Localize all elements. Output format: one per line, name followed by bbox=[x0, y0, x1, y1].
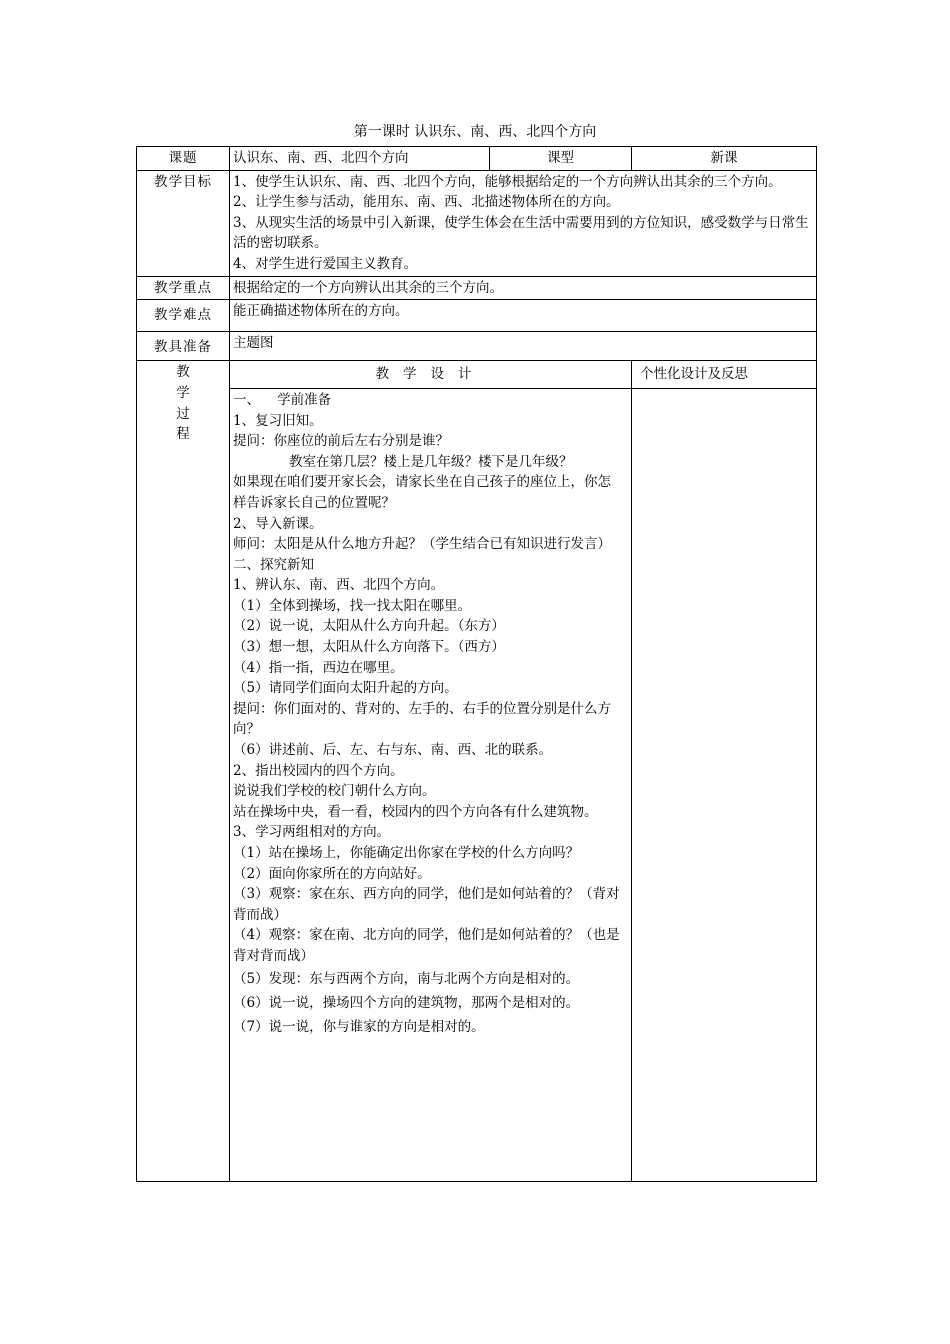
topic-label: 课题 bbox=[137, 147, 230, 171]
reflection-content bbox=[632, 388, 817, 1181]
difficulty-value: 能正确描述物体所在的方向。 bbox=[230, 300, 817, 332]
materials-label: 教具准备 bbox=[137, 331, 230, 361]
goal-line: 3、从现实生活的场景中引入新课，使学生体会在生活中需要用到的方位知识，感受数学与日常生活的密切联系。 bbox=[233, 214, 809, 252]
design-line: 师问：太阳是从什么地方升起？（学生结合已有知识进行发言） bbox=[233, 536, 611, 553]
design-line: （5）请同学们面向太阳升起的方向。 bbox=[233, 680, 458, 697]
key-point-label: 教学重点 bbox=[137, 276, 230, 300]
design-line: 2、导入新课。 bbox=[233, 515, 323, 532]
design-line: （3）想一想，太阳从什么方向落下。（西方） bbox=[233, 639, 505, 656]
design-line: 提问：你们面对的、背对的、左手的、右手的位置分别是什么方向？ bbox=[233, 700, 611, 738]
goals-label: 教学目标 bbox=[137, 170, 230, 276]
difficulty-label: 教学难点 bbox=[137, 300, 230, 332]
design-line: （4）观察：家在南、北方向的同学，他们是如何站着的？（也是背对背而战） bbox=[233, 927, 620, 964]
design-line: 提问：你座位的前后左右分别是谁？ bbox=[233, 433, 449, 450]
materials-row bbox=[137, 331, 817, 361]
design-line: 二、探究新知 bbox=[233, 556, 314, 573]
design-line: （2）说一说，太阳从什么方向升起。（东方） bbox=[233, 618, 505, 635]
design-line: （4）指一指，西边在哪里。 bbox=[233, 659, 404, 676]
design-line: （3）观察：家在东、西方向的同学，他们是如何站着的？（背对背而战） bbox=[233, 886, 620, 923]
reflection-header: 个性化设计及反思 bbox=[632, 361, 817, 389]
design-line: 一、 学前准备 bbox=[233, 391, 332, 408]
type-label: 课型 bbox=[490, 147, 632, 171]
goals-content bbox=[230, 170, 817, 276]
design-line: 说说我们学校的校门朝什么方向。 bbox=[233, 783, 436, 800]
design-line: 1、复习旧知。 bbox=[233, 412, 323, 429]
process-label-char: 过 bbox=[176, 405, 190, 422]
materials-value: 主题图 bbox=[230, 331, 817, 361]
design-line: （2）面向你家所在的方向站好。 bbox=[233, 865, 431, 882]
goals-row bbox=[137, 170, 817, 276]
design-header: 教学设计 bbox=[230, 361, 632, 389]
design-line: （6）讲述前、后、左、右与东、南、西、北的联系。 bbox=[233, 742, 553, 759]
key-point-value: 根据给定的一个方向辨认出其余的三个方向。 bbox=[230, 276, 817, 300]
process-content-row bbox=[137, 388, 817, 1181]
key-point-row bbox=[137, 276, 817, 300]
design-line: 教室在第几层？楼上是几年级？楼下是几年级？ bbox=[289, 453, 573, 470]
design-line: （1）站在操场上，你能确定出你家在学校的什么方向吗？ bbox=[233, 845, 580, 861]
design-line: 2、指出校园内的四个方向。 bbox=[233, 762, 404, 779]
process-label-char: 程 bbox=[176, 426, 190, 443]
difficulty-row bbox=[137, 300, 817, 332]
process-label-char: 教 bbox=[176, 364, 190, 381]
process-label-char: 学 bbox=[176, 384, 190, 401]
process-label bbox=[137, 361, 230, 1182]
goal-line: 4、对学生进行爱国主义教育。 bbox=[233, 255, 418, 272]
goal-line: 1、使学生认识东、南、西、北四个方向，能够根据给定的一个方向辨认出其余的三个方向。 bbox=[233, 173, 782, 190]
page-title: 第一课时 认识东、南、西、北四个方向 bbox=[353, 124, 597, 140]
design-line: 1、辨认东、南、西、北四个方向。 bbox=[233, 577, 445, 594]
design-line: 站在操场中央，看一看，校园内的四个方向各有什么建筑物。 bbox=[233, 803, 598, 820]
topic-row bbox=[137, 147, 817, 171]
design-content bbox=[230, 388, 632, 1181]
design-line: （7）说一说，你与谁家的方向是相对的。 bbox=[233, 1018, 485, 1035]
design-line: 如果现在咱们要开家长会，请家长坐在自己孩子的座位上，你怎样告诉家长自己的位置呢？ bbox=[233, 474, 611, 511]
design-line: （6）说一说，操场四个方向的建筑物，那两个是相对的。 bbox=[233, 994, 580, 1011]
goal-line: 2、让学生参与活动，能用东、南、西、北描述物体所在的方向。 bbox=[233, 194, 620, 211]
design-line: （1）全体到操场，找一找太阳在哪里。 bbox=[233, 597, 472, 614]
process-header-row bbox=[137, 361, 817, 389]
design-line: 3、学习两组相对的方向。 bbox=[233, 824, 391, 841]
lesson-plan-table bbox=[136, 146, 817, 1182]
topic-value: 认识东、南、西、北四个方向 bbox=[230, 147, 490, 171]
design-line: （5）发现：东与西两个方向，南与北两个方向是相对的。 bbox=[233, 970, 580, 987]
type-value: 新课 bbox=[632, 147, 817, 171]
